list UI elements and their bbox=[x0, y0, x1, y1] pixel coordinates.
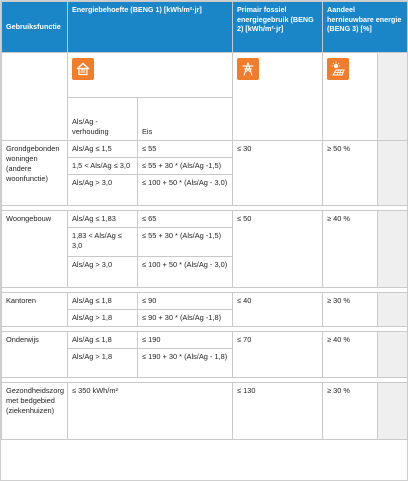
beng2-cell: ≤ 130 bbox=[233, 383, 323, 440]
subheader-eis: Eis bbox=[138, 98, 233, 141]
ratio-cell: 1,83 < Als/Ag ≤ 3,0 bbox=[68, 228, 138, 257]
functie-cell: Grondgebonden woningen (andere woonfunctie) bbox=[2, 141, 68, 206]
header-beng3: Aandeel hernieuwbare energie (BENG 3) [%] bbox=[323, 2, 408, 53]
table-row bbox=[2, 141, 408, 158]
shade-cell bbox=[378, 53, 408, 141]
eis-cell: ≤ 100 + 50 * (Als/Ag - 3,0) bbox=[138, 257, 233, 288]
icon-row bbox=[2, 53, 408, 98]
beng2-icon-cell bbox=[233, 53, 323, 141]
table-row bbox=[2, 293, 408, 310]
header-gebruiksfunctie: Gebruiksfunctie bbox=[2, 2, 68, 53]
header-beng1: Energiebehoefte (BENG 1) [kWh/m²·jr] bbox=[68, 2, 233, 53]
beng-requirements-table bbox=[1, 1, 408, 440]
header-beng2: Primair fossiel energiegebruik (BENG 2) [kWh/m²·jr] bbox=[233, 2, 323, 53]
shade-cell bbox=[378, 332, 408, 378]
table-row bbox=[2, 211, 408, 228]
eis-cell: ≤ 65 bbox=[138, 211, 233, 228]
empty-cell bbox=[2, 53, 68, 141]
table-row bbox=[2, 383, 408, 440]
house-insulation-icon bbox=[72, 58, 94, 80]
power-pylon-icon bbox=[237, 58, 259, 80]
beng3-cell: ≥ 30 % bbox=[323, 293, 378, 327]
eis-cell: ≤ 55 + 30 * (Als/Ag -1,5) bbox=[138, 228, 233, 257]
subheader-ratio: Als/Ag - verhouding bbox=[68, 98, 138, 141]
ratio-cell: Als/Ag ≤ 1,8 bbox=[68, 293, 138, 310]
table-row bbox=[2, 332, 408, 349]
ratio-cell: 1,5 < Als/Ag ≤ 3,0 bbox=[68, 158, 138, 175]
shade-cell bbox=[378, 383, 408, 440]
header-row bbox=[2, 2, 408, 53]
eis-cell: ≤ 55 + 30 * (Als/Ag -1,5) bbox=[138, 158, 233, 175]
eis-cell: ≤ 100 + 50 * (Als/Ag - 3,0) bbox=[138, 175, 233, 206]
sun-solar-panel-icon bbox=[327, 58, 349, 80]
ratio-cell: Als/Ag ≤ 1,5 bbox=[68, 141, 138, 158]
beng2-cell: ≤ 70 bbox=[233, 332, 323, 378]
shade-cell bbox=[378, 141, 408, 206]
functie-cell: Woongebouw bbox=[2, 211, 68, 288]
shade-cell bbox=[378, 211, 408, 288]
beng2-cell: ≤ 40 bbox=[233, 293, 323, 327]
ratio-cell: Als/Ag > 3,0 bbox=[68, 257, 138, 288]
ratio-cell: Als/Ag ≤ 1,8 bbox=[68, 332, 138, 349]
functie-cell: Gezondheidszorg met bedgebied (ziekenhuizen) bbox=[2, 383, 68, 440]
beng3-cell: ≥ 40 % bbox=[323, 211, 378, 288]
functie-cell: Kantoren bbox=[2, 293, 68, 327]
eis-cell: ≤ 190 + 30 * (Als/Ag - 1,8) bbox=[138, 349, 233, 378]
beng3-cell: ≥ 50 % bbox=[323, 141, 378, 206]
eis-cell: ≤ 90 bbox=[138, 293, 233, 310]
eis-cell: ≤ 55 bbox=[138, 141, 233, 158]
eis-cell: ≤ 90 + 30 * (Als/Ag -1,8) bbox=[138, 310, 233, 327]
beng2-cell: ≤ 50 bbox=[233, 211, 323, 288]
shade-cell bbox=[378, 293, 408, 327]
ratio-cell: Als/Ag > 1,8 bbox=[68, 310, 138, 327]
ratio-cell: Als/Ag ≤ 1,83 bbox=[68, 211, 138, 228]
beng3-icon-cell bbox=[323, 53, 378, 141]
beng2-cell: ≤ 30 bbox=[233, 141, 323, 206]
beng1-icon-cell bbox=[68, 53, 233, 98]
functie-cell: Onderwijs bbox=[2, 332, 68, 378]
beng3-cell: ≥ 40 % bbox=[323, 332, 378, 378]
ratio-cell: Als/Ag > 3,0 bbox=[68, 175, 138, 206]
ratio-cell: Als/Ag > 1,8 bbox=[68, 349, 138, 378]
beng3-cell: ≥ 30 % bbox=[323, 383, 378, 440]
eis-cell: ≤ 350 kWh/m² bbox=[68, 383, 233, 440]
eis-cell: ≤ 190 bbox=[138, 332, 233, 349]
